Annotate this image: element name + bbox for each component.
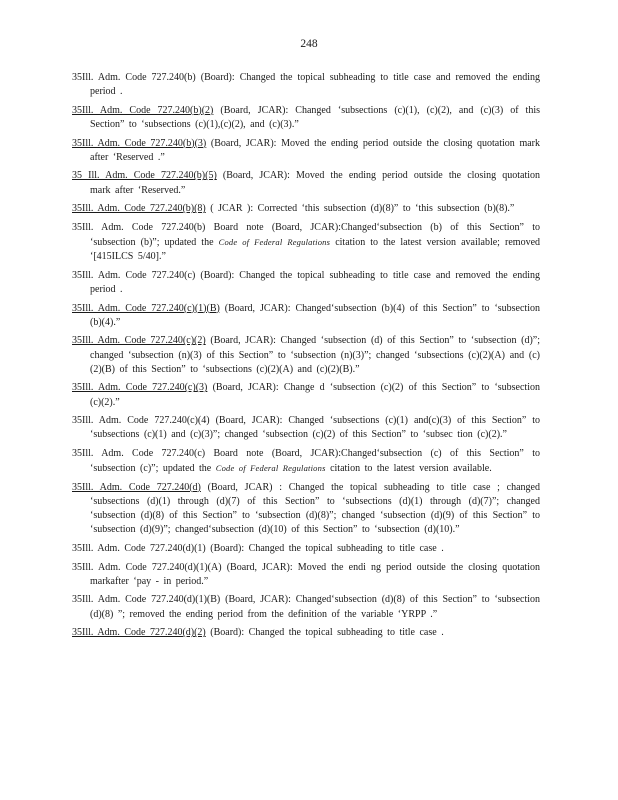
page-number: 248: [300, 38, 318, 50]
entry-text-continued: citation to the latest version available; removed ‘[415ILCS 5/40].”: [90, 236, 541, 263]
entry-list: [72, 71, 540, 645]
entry-text: (Board, JCAR): Changed ‘subsections (c)(1), (c)(2), and (c)(3) of this Section” to ‘subsections (c)(1),(c)(2), and (c)(3).”: [90, 104, 541, 130]
amendment-entry: [72, 104, 540, 132]
entry-text: ( JCAR ): Corrected ‘this subsection (d)(8)” to ‘this subsection (b)(8).”: [205, 203, 515, 215]
entry-citation: 35Ill. Adm. Code 727.240(d)(1)(B): [72, 594, 221, 606]
entry-italic-title: Code of Federal Regulations: [218, 236, 331, 247]
amendment-entry: [72, 447, 540, 476]
amendment-entry: [72, 481, 540, 538]
entry-citation: 35Ill. Adm. Code 727.240(c)(3): [72, 382, 208, 394]
entry-citation: 35Ill. Adm. Code 727.240(b)(2): [72, 104, 214, 116]
entry-citation: 35Ill. Adm. Code 727.240(c): [72, 447, 206, 459]
entry-text: (Board, JCAR): Changed‘subsection (b)(4) of this Section” to ‘subsection (b)(4).”: [90, 302, 540, 328]
entry-citation: 35Ill. Adm. Code 727.240(c)(4): [72, 415, 210, 427]
entry-citation: 35Ill. Adm. Code 727.240(c)(1)(B): [72, 302, 220, 314]
amendment-entry: [72, 542, 540, 556]
entry-citation: 35Ill. Adm. Code 727.240(c)(2): [72, 335, 206, 347]
amendment-entry: [72, 626, 540, 640]
entry-text: (Board, JCAR): Changed ‘subsection (d) of this Section” to ‘subsection (d)”; changed ‘subsection (n)(3) of this Section” to ‘subsection (n)(3)”; changed ‘subsections (c)(2)(A) and (c)(2)(B) of this Section” to ‘subsections (c)(2)(A) and (c)(2)(B).”: [90, 335, 541, 375]
entry-text: Board note (Board, JCAR):Changed‘subsection (c) of this Section” to ‘subsection (c)”; updated the: [90, 447, 541, 475]
entry-text: (Board, JCAR): Moved the endi ng period outside the closing quotation markafter ‘pay - in period.”: [90, 561, 540, 587]
amendment-entry: [72, 169, 540, 197]
entry-text-continued: citation to the latest version available.: [325, 463, 492, 475]
amendment-entry: [72, 414, 540, 442]
entry-text: (Board, JCAR): Changed ‘subsections (c)(1) and(c)(3) of this Section” to ‘subsections (c)(1) and (c)(3)”; changed ‘subsection (c)(2) of this Section” to ‘subsec tion (c)(2).”: [90, 415, 541, 441]
entry-citation: 35Ill. Adm. Code 727.240(d)(2): [72, 627, 206, 639]
amendment-entry: [72, 269, 540, 297]
amendment-entry: [72, 302, 540, 330]
amendment-entry: [72, 137, 540, 165]
entry-citation: 35Ill. Adm. Code 727.240(b)(3): [72, 137, 207, 149]
entry-citation: 35Ill. Adm. Code 727.240(c): [72, 269, 196, 281]
entry-citation: 35Ill. Adm. Code 727.240(d): [72, 481, 201, 493]
entry-text: (Board): Changed the topical subheading to title case .: [205, 542, 444, 554]
entry-text: (Board): Changed the topical subheading to title case and removed the ending period .: [90, 269, 541, 295]
entry-citation: 35Ill. Adm. Code 727.240(d)(1)(A): [72, 561, 222, 573]
entry-text: (Board, JCAR): Change d ‘subsection (c)(2) of this Section” to ‘subsection (c)(2).”: [90, 382, 540, 408]
entry-text: (Board, JCAR) : Changed the topical subheading to title case ; changed ‘subsections (d)(1) through (d)(7) of this Section” to ‘subsections (d)(1) through (d)(7)”; changed ‘subsection (d)(8) of this Section” to ‘subsection (d)(8)”; changed ‘subsection (d)(9) of this Section” to ‘subsection (d)(9)”; changed‘subsection (d)(10) of this Section” to ‘subsection (d)(10).”: [90, 481, 540, 536]
amendment-entry: [72, 221, 540, 265]
amendment-entry: [72, 334, 540, 377]
entry-text: (Board): Changed the topical subheading to title case .: [205, 627, 444, 639]
entry-citation: 35Ill. Adm. Code 727.240(b): [72, 72, 196, 83]
entry-citation: 35Ill. Adm. Code 727.240(b)(8): [72, 203, 206, 215]
amendment-entry: [72, 381, 540, 409]
amendment-entry: [72, 202, 540, 216]
entry-italic-title: Code of Federal Regulations: [215, 463, 326, 474]
entry-citation: 35Ill. Adm. Code 727.240(b): [72, 221, 206, 233]
amendment-entry: [72, 71, 540, 99]
entry-text: Board note (Board, JCAR):Changed‘subsection (b) of this Section” to ‘subsection (b)”; updated the: [90, 221, 541, 248]
entry-text: (Board, JCAR): Moved the ending period outside the closing quotation mark after ‘Reserved.”: [90, 170, 541, 196]
entry-citation: 35 Ill. Adm. Code 727.240(b)(5): [72, 170, 217, 182]
entry-text: (Board, JCAR): Changed‘subsection (d)(8) of this Section” to ‘subsection (d)(8) ”; removed the ending period from the definition of the variable ‘YRPP .”: [90, 594, 541, 620]
entry-text: (Board): Changed the topical subheading to title case and removed the ending period .: [90, 72, 541, 98]
entry-text: (Board, JCAR): Moved the ending period outside the closing quotation mark after ‘Reserved .”: [90, 137, 541, 163]
amendment-entry: [72, 561, 540, 589]
entry-citation: 35Ill. Adm. Code 727.240(d)(1): [72, 542, 206, 554]
amendment-entry: [72, 593, 540, 621]
